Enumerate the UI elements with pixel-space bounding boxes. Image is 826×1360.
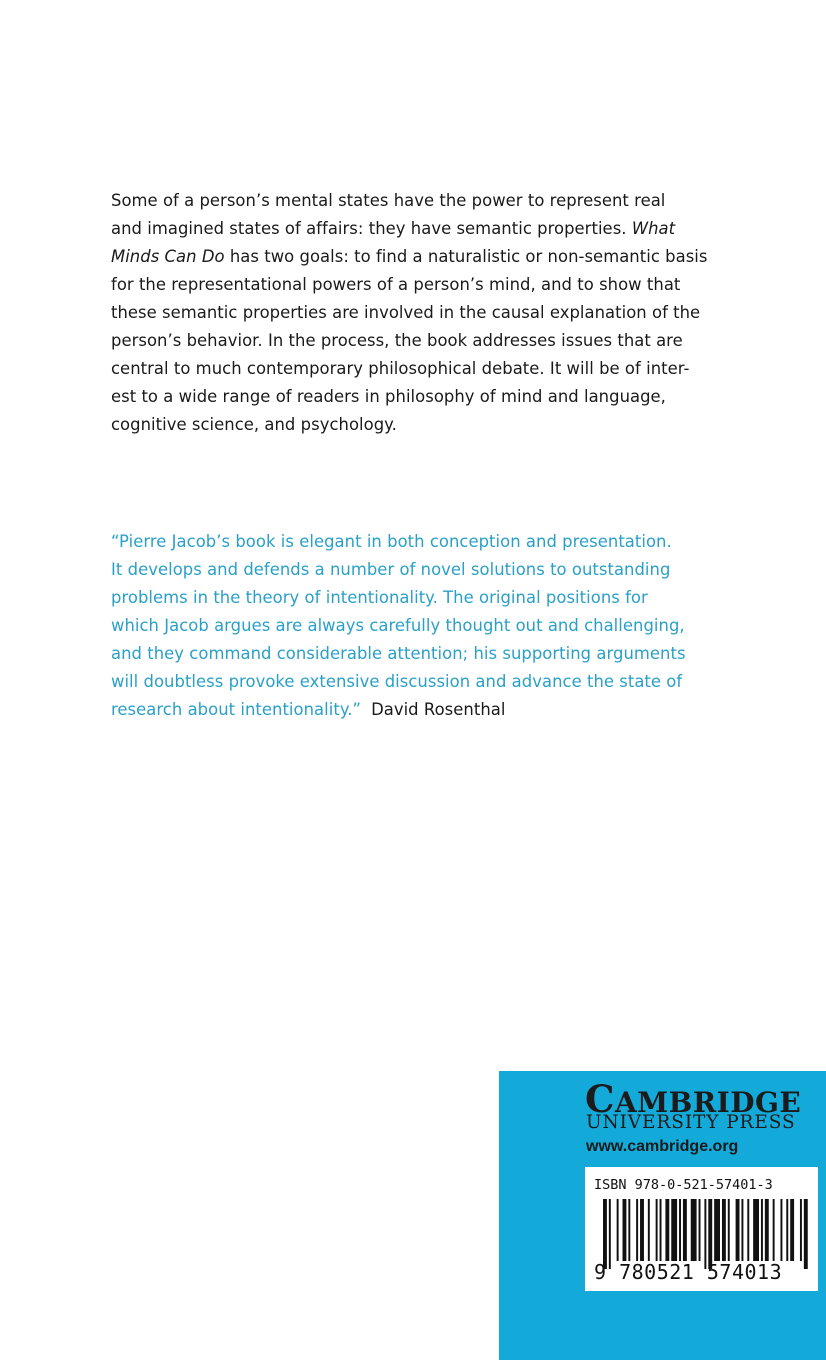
barcode-bar — [736, 1199, 740, 1261]
publisher-url: www.cambridge.org — [586, 1138, 739, 1155]
barcode-bar — [636, 1199, 638, 1261]
description-line-text: has two goals: to find a naturalistic or non-semantic basis — [229, 247, 708, 266]
barcode-bar — [708, 1199, 712, 1269]
book-title-part-1: What — [631, 219, 676, 238]
description-line: est to a wide range of readers in philosophy of mind and language, — [111, 387, 666, 406]
quote-line: which Jacob argues are always carefully thought out and challenging, — [111, 616, 685, 635]
description-line: central to much contemporary philosophical debate. It will be of inter- — [111, 359, 690, 378]
barcode-bar — [800, 1199, 802, 1261]
barcode-bar — [609, 1199, 611, 1269]
barcode-bar — [728, 1199, 730, 1261]
book-title-part-2: Minds Can Do — [111, 247, 225, 266]
barcode-bar — [683, 1199, 687, 1261]
description-line: Some of a person’s mental states have the power to represent real — [111, 191, 666, 210]
isbn-label: ISBN 978-0-521-57401-3 — [594, 1177, 773, 1193]
barcode-bar — [628, 1199, 630, 1261]
description-line: cognitive science, and psychology. — [111, 415, 397, 434]
barcode-bar — [623, 1199, 627, 1261]
barcode-bar — [786, 1199, 788, 1261]
barcode-bar — [704, 1199, 706, 1269]
quote-line: It develops and defends a number of novel solutions to outstanding — [111, 560, 671, 579]
quote-line — [111, 696, 696, 724]
barcode-bar — [780, 1199, 782, 1261]
barcode-bar — [773, 1199, 775, 1261]
barcode-bar — [660, 1199, 662, 1261]
barcode-digits: 9 780521 574013 — [594, 1260, 783, 1284]
barcode-bar — [640, 1199, 644, 1261]
quote-attribution: David Rosenthal — [371, 700, 506, 719]
barcode-bar — [603, 1199, 607, 1269]
barcode-bar — [691, 1199, 697, 1261]
barcode-bar — [747, 1199, 749, 1261]
description-line: these semantic properties are involved in the causal explanation of the — [111, 303, 701, 322]
description-line — [111, 215, 696, 243]
review-quote — [111, 528, 696, 724]
description-line: for the representational powers of a person’s mind, and to show that — [111, 275, 681, 294]
barcode-bar — [699, 1199, 701, 1261]
book-description — [111, 187, 708, 439]
quote-line: and they command considerable attention; his supporting arguments — [111, 644, 686, 663]
publisher-subtitle: UNIVERSITY PRESS — [586, 1112, 796, 1133]
barcode-bar — [761, 1199, 763, 1261]
description-line-text: and imagined states of affairs: they have semantic properties. — [111, 219, 627, 238]
quote-line-text: research about intentionality.” — [111, 700, 362, 719]
barcode-bar — [804, 1199, 808, 1269]
quote-line: “Pierre Jacob’s book is elegant in both conception and presentation. — [111, 532, 672, 551]
barcode-bar — [656, 1199, 658, 1261]
barcode-box — [585, 1167, 818, 1291]
publisher-name-rest: AMBRIDGE — [614, 1086, 802, 1119]
barcode-bar — [722, 1199, 726, 1261]
barcode-bar — [648, 1199, 650, 1261]
barcode-bar — [617, 1199, 619, 1261]
barcode-bar — [665, 1199, 669, 1261]
barcode-bar — [753, 1199, 759, 1261]
quote-line: will doubtless provoke extensive discussion and advance the state of — [111, 672, 683, 691]
barcode-bar — [714, 1199, 720, 1261]
quote-line: problems in the theory of intentionality. The original positions for — [111, 588, 648, 607]
barcode-bar — [741, 1199, 743, 1261]
barcode-bar — [790, 1199, 794, 1261]
barcode-bar — [679, 1199, 681, 1261]
barcode-bar — [765, 1199, 769, 1261]
description-line: person’s behavior. In the process, the book addresses issues that are — [111, 331, 683, 350]
description-line — [111, 243, 708, 271]
barcode-bar — [671, 1199, 677, 1261]
publisher-panel — [499, 1071, 826, 1360]
publisher-name-initial: C — [585, 1077, 615, 1121]
